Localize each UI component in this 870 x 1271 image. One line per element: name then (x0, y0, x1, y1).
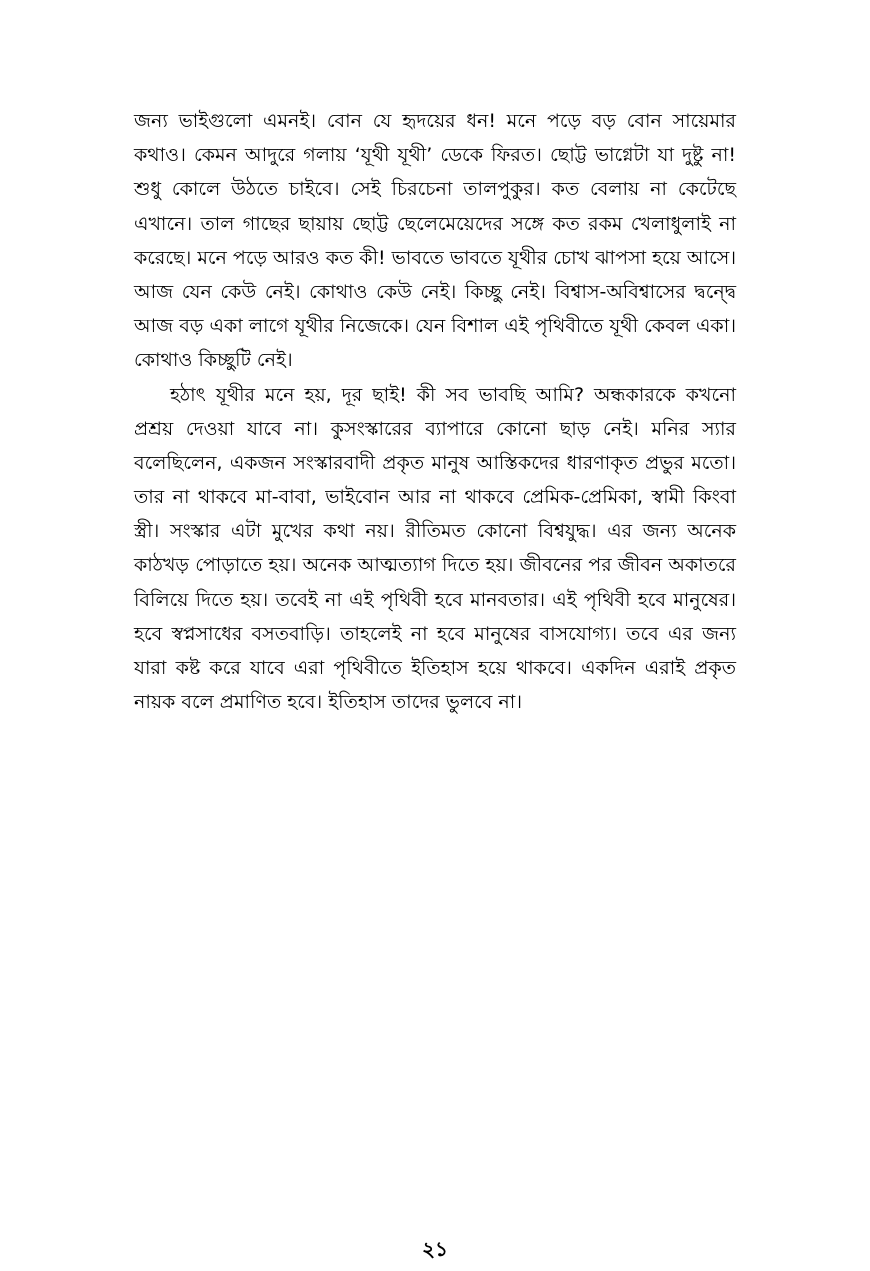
text-line: কোথাও কিচ্ছুটি নেই। (134, 349, 293, 372)
text-line: এখানে। তাল গাছের ছায়ায় ছোট্ট ছেলেমেয়েদের সঙ্গে কত রকম খেলাধুলাই না (134, 212, 736, 235)
text-line: যারা কষ্ট করে যাবে এরা পৃথিবীতে ইতিহাস হয়ে থাকবে। একদিন এরাই প্রকৃত (134, 657, 736, 679)
text-line: স্ত্রী। সংস্কার এটা মুখের কথা নয়। রীতিমত কোনো বিশ্বযুদ্ধ। এর জন্য অনেক (134, 520, 736, 543)
text-line: হঠাৎ যূথীর মনে হয়, দূর ছাই! কী সব ভাবছি আমি? অন্ধকারকে কখনো (170, 383, 736, 406)
text-line: হবে স্বপ্নসাধের বসতবাড়ি। তাহলেই না হবে মানুষের বাসযোগ্য। তবে এর জন্য (134, 622, 736, 645)
text-line: কথাও। কেমন আদুরে গলায় ‘যূথী যূথী’ ডেকে ফিরত। ছোট্ট ভাগ্নেটা যা দুষ্টু না! (134, 144, 736, 167)
text-line: প্রশ্রয় দেওয়া যাবে না। কুসংস্কারের ব্যাপারে কোনো ছাড় নেই। মনির স্যার (134, 417, 736, 440)
text-line: জন্য ভাইগুলো এমনই। বোন যে হৃদয়ের ধন! মনে পড়ে বড় বোন সায়েমার (134, 110, 736, 132)
text-line: বলেছিলেন, একজন সংস্কারবাদী প্রকৃত মানুষ আস্তিকদের ধারণাকৃত প্রভুর মতো। (134, 451, 736, 474)
page-number: ২১ (422, 1237, 448, 1261)
text-line: কাঠখড় পোড়াতে হয়। অনেক আত্মত্যাগ দিতে হয়। জীবনের পর জীবন অকাতরে (134, 554, 736, 577)
text-line: আজ বড় একা লাগে যূথীর নিজেকে। যেন বিশাল এই পৃথিবীতে যূথী কেবল একা। (134, 315, 736, 338)
body-text (134, 104, 736, 719)
text-line: শুধু কোলে উঠতে চাইবে। সেই চিরচেনা তালপুকুর। কত বেলায় না কেটেছে (134, 178, 736, 201)
text-line: আজ যেন কেউ নেই। কোথাও কেউ নেই। কিচ্ছু নেই। বিশ্বাস-অবিশ্বাসের দ্বন্দ্বে (134, 280, 736, 303)
text-line: করেছে। মনে পড়ে আরও কত কী! ভাবতে ভাবতে যূথীর চোখ ঝাপসা হয়ে আসে। (134, 246, 737, 269)
text-line: বিলিয়ে দিতে হয়। তবেই না এই পৃথিবী হবে মানবতার। এই পৃথিবী হবে মানুষের। (134, 588, 736, 611)
text-line: নায়ক বলে প্রমাণিত হবে। ইতিহাস তাদের ভুলবে না। (134, 691, 523, 714)
text-line: তার না থাকবে মা-বাবা, ভাইবোন আর না থাকবে প্রেমিক-প্রেমিকা, স্বামী কিংবা (134, 486, 736, 509)
